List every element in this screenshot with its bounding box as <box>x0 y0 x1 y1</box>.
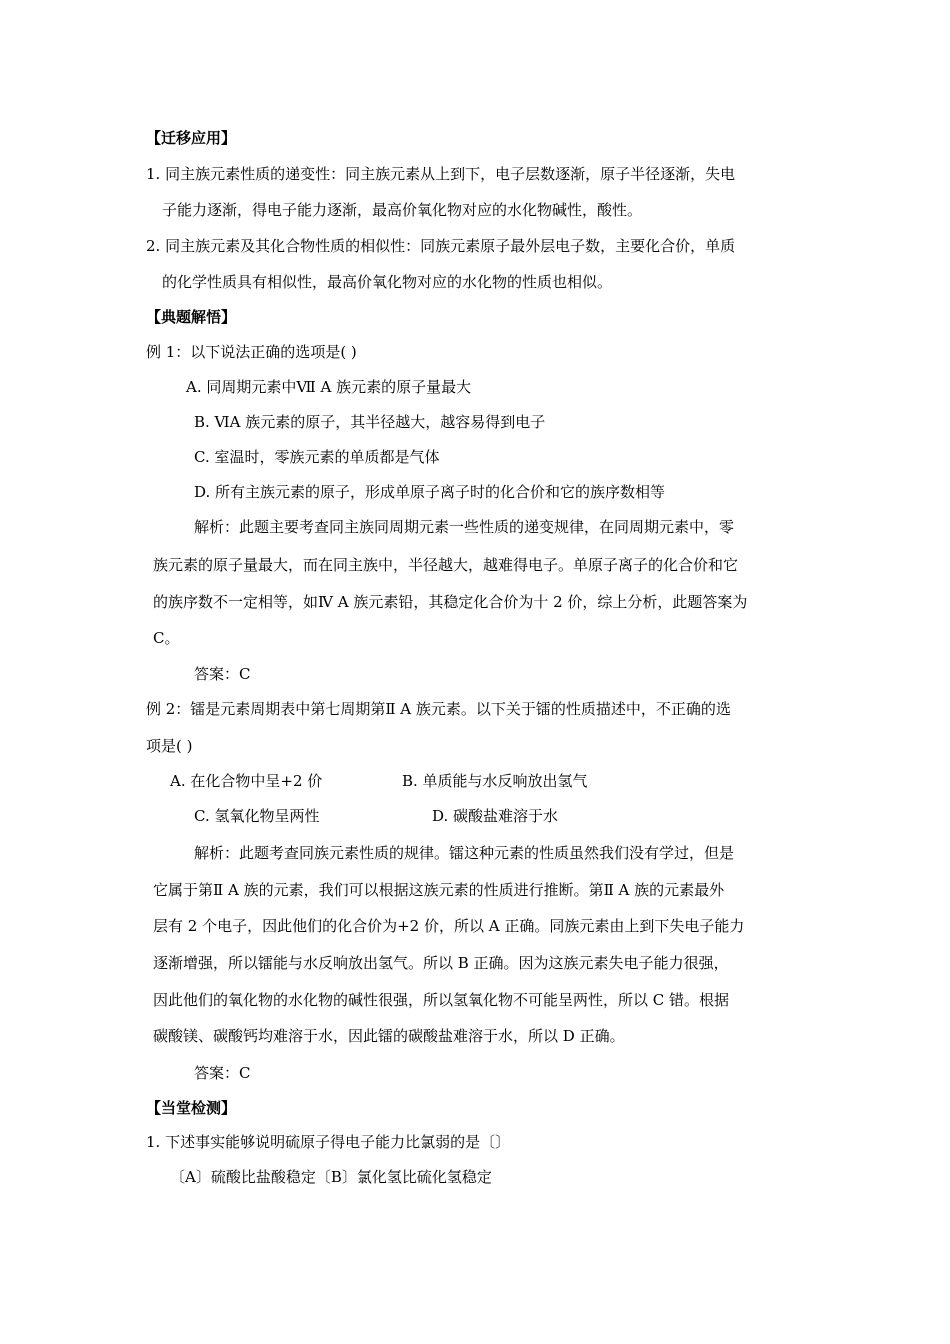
example-2-option-b: B. 单质能与水反响放出氢气 <box>402 772 588 790</box>
example-2-analysis-line-2: 它属于第Ⅱ A 族的元素，我们可以根据这族元素的性质进行推断。第Ⅱ A 族的元素最外 <box>153 881 725 899</box>
example-2-option-a: A. 在化合物中呈+2 价 <box>170 772 323 790</box>
transfer-point-2-line-1: 2. 同主族元素及其化合物性质的相似性：同族元素原子最外层电子数，主要化合价，单质 <box>146 237 736 255</box>
example-1-option-d: D. 所有主族元素的原子，形成单原子离子时的化合价和它的族序数相等 <box>194 483 666 501</box>
section-heading-check: 【当堂检测】 <box>146 1099 237 1117</box>
example-2-analysis-line-1: 解析：此题考查同族元素性质的规律。镭这种元素的性质虽然我们没有学过，但是 <box>194 844 735 862</box>
example-2-question-line-2: 项是( ) <box>146 737 193 755</box>
example-1-option-c: C. 室温时，零族元素的单质都是气体 <box>194 448 440 466</box>
example-2-analysis-line-3: 层有 2 个电子，因此他们的化合价为+2 价，所以 A 正确。同族元素由上到下失电子能力 <box>153 917 745 935</box>
transfer-point-2-line-2: 的化学性质具有相似性，最高价氧化物对应的水化物的性质也相似。 <box>162 273 613 291</box>
example-1-option-b: B. ⅥA 族元素的原子，其半径越大，越容易得到电子 <box>194 413 546 431</box>
example-1-analysis-line-4: C。 <box>153 629 180 647</box>
example-1-option-a: A. 同周期元素中Ⅶ A 族元素的原子量最大 <box>186 378 472 396</box>
example-1-question: 例 1：以下说法正确的选项是( ) <box>146 343 357 361</box>
example-1-analysis-line-1: 解析：此题主要考查同主族同周期元素一些性质的递变规律，在同周期元素中，零 <box>194 518 735 536</box>
example-2-answer: 答案：C <box>194 1064 251 1082</box>
transfer-point-1-line-2: 子能力逐渐，得电子能力逐渐，最高价氧化物对应的水化物碱性，酸性。 <box>162 201 643 219</box>
section-heading-transfer: 【迁移应用】 <box>146 129 237 147</box>
example-2-question-line-1: 例 2：镭是元素周期表中第七周期第Ⅱ A 族元素。以下关于镭的性质描述中，不正确的选 <box>146 700 731 718</box>
check-question-1-options: 〔A〕硫酸比盐酸稳定〔B〕氯化氢比硫化氢稳定 <box>170 1168 492 1186</box>
example-2-analysis-line-6: 碳酸镁、碳酸钙均难溶于水，因此镭的碳酸盐难溶于水，所以 D 正确。 <box>153 1027 625 1045</box>
example-2-option-d: D. 碳酸盐难溶于水 <box>432 807 559 825</box>
section-heading-examples: 【典题解悟】 <box>146 308 237 326</box>
check-question-1: 1. 下述事实能够说明硫原子得电子能力比氯弱的是〔〕 <box>146 1133 511 1151</box>
example-1-analysis-line-2: 族元素的原子量最大，而在同主族中，半径越大，越难得电子。单原子离子的化合价和它 <box>153 556 739 574</box>
example-2-analysis-line-4: 逐渐增强，所以镭能与水反响放出氢气。所以 B 正确。因为这族元素失电子能力很强， <box>153 954 729 972</box>
example-2-option-c: C. 氢氧化物呈两性 <box>194 807 320 825</box>
transfer-point-1-line-1: 1. 同主族元素性质的递变性：同主族元素从上到下，电子层数逐渐，原子半径逐渐，失电 <box>146 165 736 183</box>
example-2-analysis-line-5: 因此他们的氧化物的水化物的碱性很强，所以氢氧化物不可能呈两性，所以 C 错。根据 <box>153 991 730 1009</box>
example-1-answer: 答案：C <box>194 665 251 683</box>
example-1-analysis-line-3: 的族序数不一定相等，如Ⅳ A 族元素铅，其稳定化合价为十 2 价，综上分析，此题答案为 <box>153 593 748 611</box>
